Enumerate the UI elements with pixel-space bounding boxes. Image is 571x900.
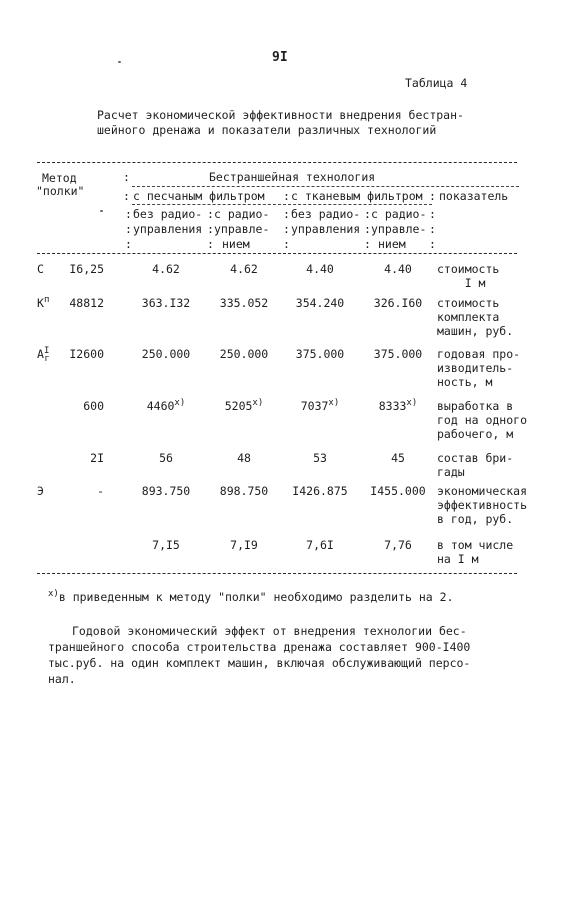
cell-number: 7,I5	[152, 538, 180, 552]
indicator-text: изводитель-	[437, 361, 514, 375]
table-bottom-rule	[37, 573, 517, 574]
value-cell	[358, 296, 438, 311]
indicator-text: на I м	[437, 552, 479, 566]
symbol-letter: К	[37, 296, 44, 310]
cell-number: 4.40	[306, 262, 334, 276]
header-colon: :	[283, 207, 290, 221]
subgroup-underline	[132, 204, 432, 205]
method-value: 48812	[69, 296, 104, 310]
value-cell	[204, 484, 284, 499]
value-cell	[204, 399, 284, 414]
cell-number: 250.000	[141, 347, 191, 361]
cell-number: 354.240	[295, 296, 345, 310]
footnote-text: в приведенным к методу "полки" необходимо разделить на 2.	[58, 590, 454, 604]
value-cell	[358, 451, 438, 466]
cell-number: 893.750	[141, 484, 191, 498]
cell-number: 5205	[224, 399, 253, 413]
cell-number: 4.62	[152, 262, 180, 276]
symbol-letter: С	[37, 262, 44, 276]
cell-number: 363.I32	[141, 296, 191, 310]
value-cell	[280, 538, 360, 553]
header-colon: :	[364, 207, 371, 221]
radio-header-line-2: управле-	[214, 222, 270, 236]
cell-number: 4.40	[384, 262, 412, 276]
header-colon: :	[123, 170, 130, 184]
value-cell	[204, 347, 284, 362]
method-value: 2I	[90, 451, 104, 465]
cell-number: 250.000	[219, 347, 269, 361]
method-value: I2600	[69, 347, 104, 361]
cell-number: I426.875	[292, 484, 348, 498]
header-colon: :	[429, 237, 436, 251]
symbol-superscript: I	[43, 346, 50, 357]
indicator-text: экономическая	[437, 484, 528, 498]
cell-number: I455.000	[370, 484, 426, 498]
indicator-text: гады	[437, 465, 465, 479]
table-label: Таблица 4	[405, 76, 468, 90]
symbol-letter: А	[37, 347, 44, 361]
header-colon: :	[123, 189, 130, 203]
header-colon: :	[429, 207, 436, 221]
value-cell	[126, 538, 206, 553]
header-colon: :	[125, 237, 132, 251]
header-colon: :	[364, 222, 371, 236]
table-title-line-1: Расчет экономической эффективности внедрения бестран-	[97, 108, 464, 122]
indicator-text: в год, руб.	[437, 512, 514, 526]
cell-number: 898.750	[219, 484, 269, 498]
value-cell	[204, 451, 284, 466]
indicator-text: эффективность	[437, 498, 528, 512]
indicator-text: машин, руб.	[437, 324, 514, 338]
header-colon: :	[283, 222, 290, 236]
value-cell	[126, 347, 206, 362]
group-underline	[132, 186, 519, 187]
value-cell	[204, 296, 284, 311]
value-cell	[280, 484, 360, 499]
method-header-line-2: "полки"	[36, 184, 85, 198]
method-header-line-1: Метод	[42, 171, 77, 185]
paragraph-line-4: нал.	[48, 672, 76, 686]
header-colon: :	[429, 189, 436, 203]
sand-filter-header: с песчаным фильтром	[133, 189, 265, 203]
header-colon: :	[125, 207, 132, 221]
radio-header-line-1: с радио-	[214, 207, 270, 221]
symbol-superscript: п	[43, 295, 50, 306]
paragraph-line-3: тыс.руб. на один комплект машин, включая обслуживающий персо-	[48, 656, 471, 670]
cell-number: 375.000	[295, 347, 345, 361]
indicator-text: в том числе	[437, 538, 514, 552]
symbol-subscript: г	[44, 354, 50, 365]
footnote-marker: x)	[252, 398, 264, 409]
method-value: -	[97, 484, 104, 498]
value-cell	[126, 451, 206, 466]
value-cell	[358, 262, 438, 277]
header-colon: :	[283, 189, 290, 203]
cell-number: 335.052	[219, 296, 269, 310]
indicator-text: состав бри-	[437, 451, 514, 465]
row-symbol	[37, 262, 44, 277]
value-cell	[280, 399, 360, 414]
value-cell	[358, 399, 438, 414]
header-colon: :	[207, 207, 214, 221]
indicator-text: I м	[437, 276, 486, 290]
footnote-mark: x)	[48, 589, 59, 600]
paragraph-line-1: Годовой экономический эффект от внедрения технологии бес-	[72, 624, 467, 638]
value-cell	[358, 538, 438, 553]
indicator-text: ность, м	[437, 375, 493, 389]
footnote-marker: x)	[174, 398, 186, 409]
table-title-line-2: шейного дренажа и показатели различных технологий	[97, 123, 437, 137]
no-radio-header-line-1: без радио-	[133, 207, 203, 221]
indicator-text: выработка в	[437, 399, 514, 413]
no-radio-header-line-1: без радио-	[291, 207, 361, 221]
value-cell	[280, 451, 360, 466]
header-colon: :	[364, 237, 371, 251]
value-cell	[126, 296, 206, 311]
scan-speck	[100, 210, 103, 212]
no-radio-header-line-2: управления	[133, 222, 203, 236]
cell-number: 53	[313, 451, 327, 465]
cell-number: 4.62	[230, 262, 258, 276]
indicator-text: год на одного	[437, 413, 528, 427]
cell-number: 48	[237, 451, 251, 465]
cell-number: 7,I9	[230, 538, 258, 552]
radio-header-line-3: нием	[378, 237, 406, 251]
header-colon: :	[207, 237, 214, 251]
cell-number: 7,6I	[306, 538, 334, 552]
row-symbol	[37, 484, 44, 499]
symbol-letter: Э	[37, 484, 44, 498]
footnote-marker: x)	[328, 398, 340, 409]
no-radio-header-line-2: управления	[291, 222, 361, 236]
fabric-filter-header: с тканевым фильтром	[291, 189, 423, 203]
row-symbol	[37, 346, 50, 365]
value-cell	[126, 399, 206, 414]
cell-number: 7037	[300, 399, 329, 413]
method-value: 600	[83, 399, 104, 413]
indicator-text: рабочего, м	[437, 427, 514, 441]
value-cell	[126, 262, 206, 277]
indicator-text: стоимость	[437, 262, 500, 276]
row-symbol	[37, 296, 49, 311]
cell-number: 375.000	[373, 347, 423, 361]
cell-number: 45	[391, 451, 405, 465]
table-top-rule	[37, 162, 517, 163]
footnote	[48, 590, 454, 605]
value-cell	[280, 262, 360, 277]
indicator-header: показатель	[439, 189, 509, 203]
paragraph-line-2: траншейного способа строительства дренажа составляет 900-I400	[48, 640, 471, 654]
table-header-bottom-rule	[37, 253, 517, 254]
radio-header-line-3: нием	[222, 237, 250, 251]
radio-header-line-2: управле-	[371, 222, 427, 236]
scan-speck	[118, 61, 121, 63]
value-cell	[358, 484, 438, 499]
footnote-marker: x)	[406, 398, 418, 409]
value-cell	[204, 262, 284, 277]
cell-number: 56	[159, 451, 173, 465]
indicator-text: стоимость	[437, 296, 500, 310]
indicator-text: комплекта	[437, 310, 500, 324]
value-cell	[358, 347, 438, 362]
cell-number: 326.I60	[373, 296, 423, 310]
value-cell	[280, 296, 360, 311]
cell-number: 8333	[378, 399, 407, 413]
cell-number: 4460	[146, 399, 175, 413]
header-colon: :	[207, 222, 214, 236]
method-value: I6,25	[69, 262, 104, 276]
indicator-text: годовая про-	[437, 347, 521, 361]
value-cell	[204, 538, 284, 553]
header-colon: :	[125, 222, 132, 236]
value-cell	[126, 484, 206, 499]
radio-header-line-1: с радио-	[371, 207, 427, 221]
header-colon: :	[429, 222, 436, 236]
group-title: Бестраншейная технология	[209, 170, 376, 184]
header-colon: :	[283, 237, 290, 251]
value-cell	[280, 347, 360, 362]
cell-number: 7,76	[384, 538, 412, 552]
page-number: 9I	[272, 50, 288, 65]
